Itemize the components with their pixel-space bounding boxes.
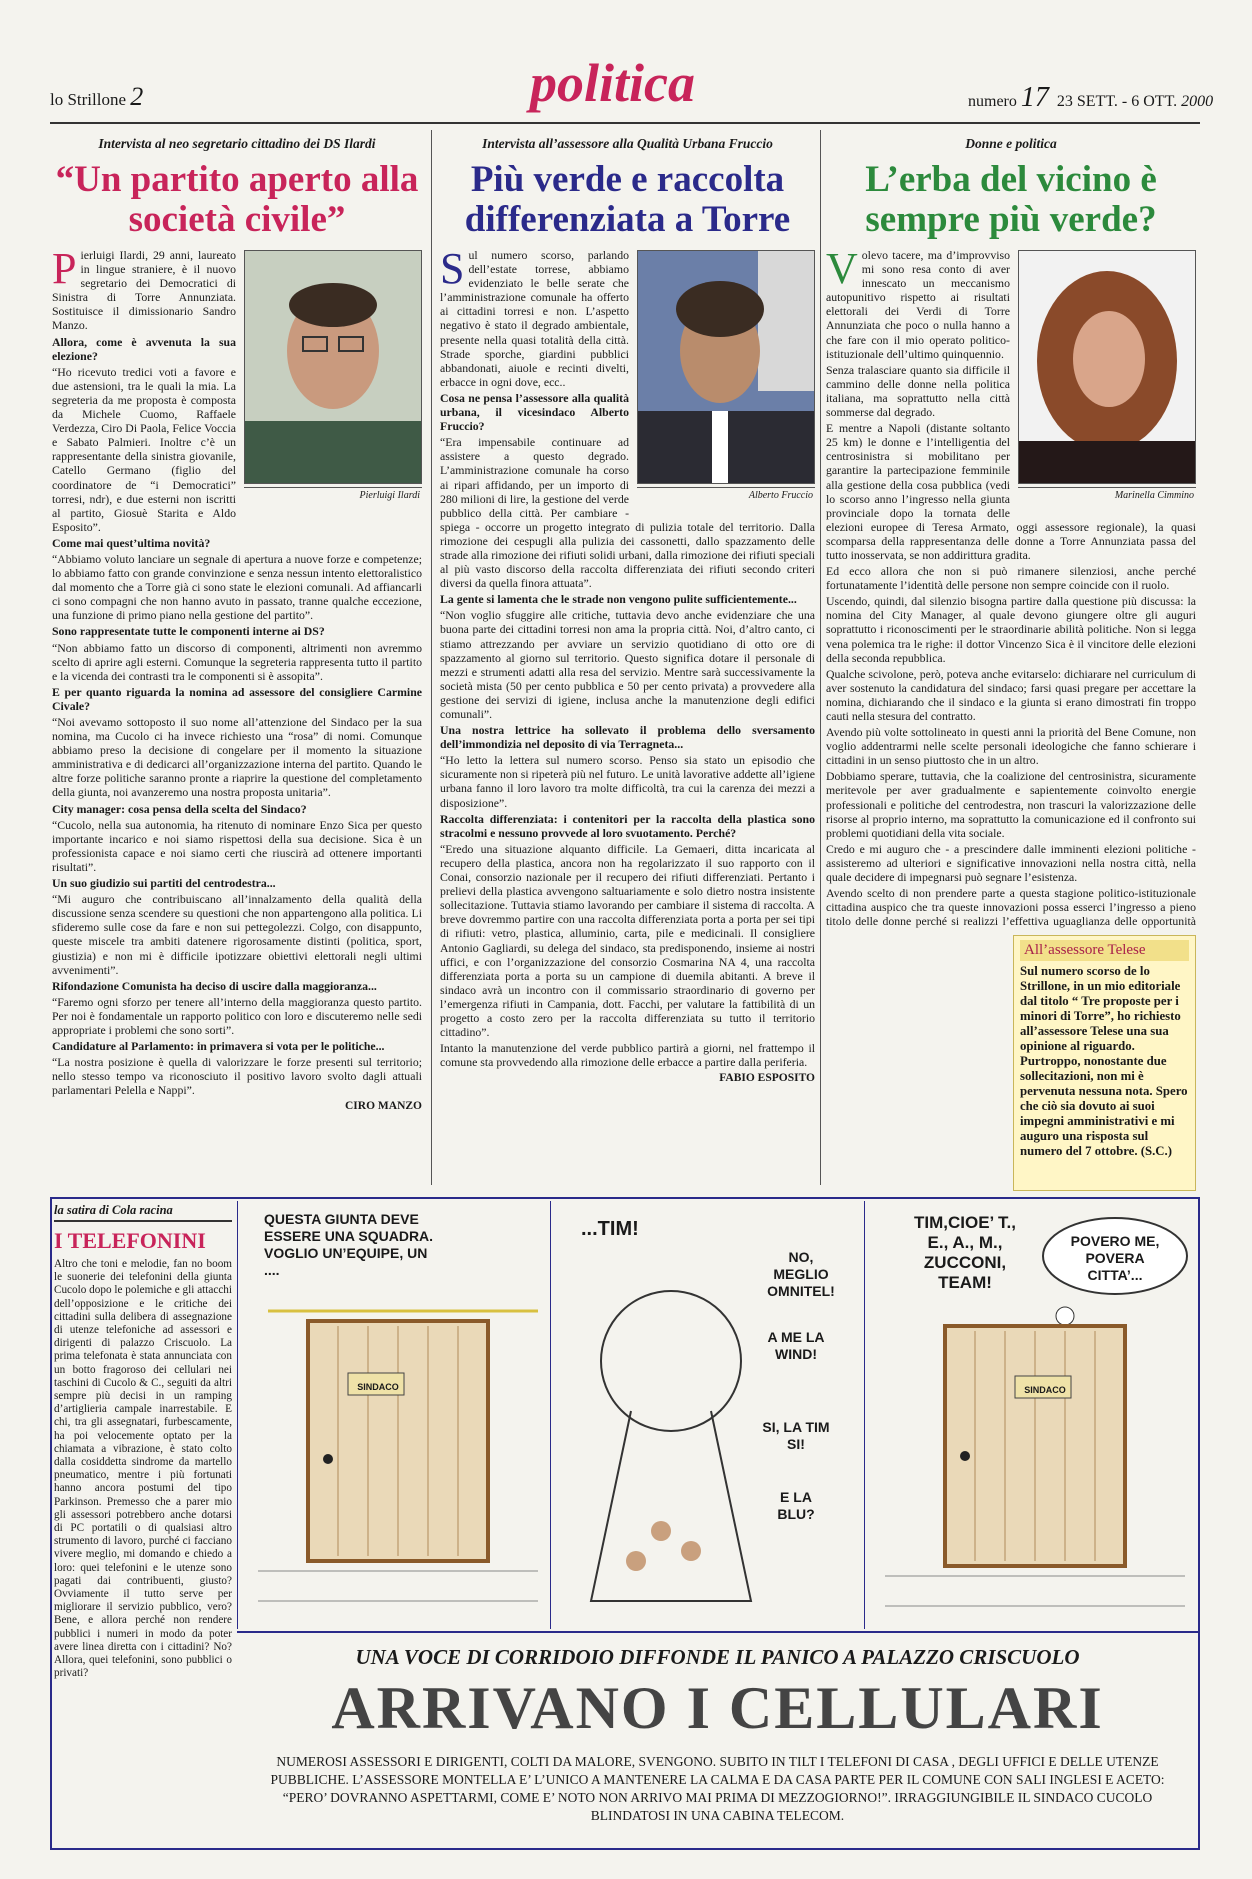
answer: “Mi auguro che contribuiscano all’innalzamento della qualità della discussione senza scendere su questioni che non appartengono alla politica. Li sfideremo sulle cose da fare e non sui pettegolezzi. Colgo, con disappunto, queste miscele tra ambiti datenere rigorosamente distinti (politica, sport, giustizia) e non mi è difficile ipotizzare obiettivi elettorali negli ultimi avvenimenti”. <box>52 892 422 977</box>
speech-bubble: NO, MEGLIO OMNITEL! <box>767 1249 835 1299</box>
question: La gente si lamenta che le strade non vengono pulite sufficientemente... <box>440 592 797 607</box>
article-fruccio <box>440 130 815 1185</box>
satire-section <box>50 1197 1200 1850</box>
paragraph: Intanto la manutenzione del verde pubblico partirà a giorni, nel frattempo il comune sta provvedendo alla rimozione delle erbacce a partire dalla periferia. <box>440 1041 815 1070</box>
article-body <box>52 244 422 1114</box>
question: Rifondazione Comunista ha deciso di uscire dalla maggioranza... <box>52 978 377 993</box>
article-ilardi <box>52 130 422 1185</box>
note-box <box>1013 935 1196 1191</box>
article-body <box>826 244 1196 930</box>
article-headline: Più verde e raccolta differenziata a Torre <box>464 159 791 240</box>
satire-title: I TELEFONINI <box>54 1228 206 1253</box>
comic-panel-3 <box>864 1201 1199 1629</box>
speech-bubble: SI, LA TIM SI! <box>762 1419 830 1452</box>
masthead-paper: lo Strillone 2 <box>50 82 144 111</box>
article-headline: “Un partito aperto alla società civile” <box>55 159 419 240</box>
satire-kicker: la satira di Cola racina <box>54 1201 232 1222</box>
answer: “Cucolo, nella sua autonomia, ha ritenuto di nominare Enzo Sica per questo importante incarico e noi siamo rispettosi della sua decisione. Sica è un professionista capace e noi siamo certi che riuscirà ad ottenere importanti risultati”. <box>52 817 422 874</box>
speech-bubble: TIM,CIOE’ T., E., A., M., ZUCCONI, TEAM! <box>913 1213 1016 1292</box>
column-divider <box>820 130 821 1185</box>
note-box-body: Sul numero scorso de lo Strillone, in un mio editoriale dal titolo “ Tre proposte per i minori di Torre”, ho richiesto all’assessore Telese una sua opinione al riguardo. Purtroppo, nonostante due sollecitazioni, non mi è pervenuta nessuna nota. Spero che ciò sia dovuto ai suoi impegni amministrativi e mi auguro una risposta sul numero del 7 ottobre. (S.C.) <box>1020 964 1188 1158</box>
door-sign: SINDACO <box>357 1382 399 1392</box>
paragraph: ul numero scorso, parlando dell’estate torrese, abbiamo evidenziato le belle serate che l’amministrazione comunale ha offerto ai cittadini torresi e non. L’aspetto negativo è stato il degrado ambientale, presente nella quasi totalità della città. Strade sporche, giardini pubblici abbandonati, aiuole e recinti divelti, erbacce in ogni dove, ecc.. <box>440 248 629 389</box>
portrait-image <box>244 250 422 484</box>
question: Sono rappresentate tutte le componenti interne ai DS? <box>52 624 325 639</box>
answer: “Noi avevamo sottoposto il suo nome all’attenzione del Sindaco per la sua nomina, ma Cucolo ci ha invece richiesto una “rosa” di nomi. Comunque abbiamo preso la decisione di congelare per il momento la situazione amministrativa e di dedicarci all’organizzazione interna del partito. Quando le altre forze politiche saranno pronte a riaprire la questione del completamento della giunta, noi avanzeremo una nostra proposta unitaria”. <box>52 715 422 800</box>
drop-cap: P <box>52 244 77 293</box>
speech-bubble: E LA BLU? <box>777 1489 815 1522</box>
banner-body: NUMEROSI ASSESSORI E DIRIGENTI, COLTI DA MALORE, SVENGONO. SUBITO IN TILT I TELEFONI DI CASA , DEGLI UFFICI E DELLE UTENZE PUBBLICHE. L’ASSESSORE MONTELLA E’ L’UNICO A MANTENERE LA CALMA E DA CASA PARTE PER IL COMUNE CON SALI INGLESI E ACETO: “PERO’ DOVRANNO ASPETTARMI, COME E’ NOTO NON ARRIVO MAI PRIMA DI MEZZOGIORNO!”. IRRAGGIUNGIBILE IL SINDACO CUCOLO BLINDATOSI IN UNA CABINA TELECOM. <box>270 1754 1165 1823</box>
question: Candidature al Parlamento: in primavera si vota per le politiche... <box>52 1039 385 1054</box>
question: Cosa ne pensa l’assessore alla qualità urbana, il vicesindaco Alberto Fruccio? <box>440 390 629 434</box>
photo-cimmino <box>1018 250 1196 504</box>
drop-cap: V <box>826 244 858 293</box>
paragraph: Credo e mi auguro che - a prescindere dalle imminenti elezioni politiche - assisteremo ad ulteriori e significative innovazioni nella nostra città, nella quale decidere di impegnarsi può segnare l’esistenza. <box>826 841 1196 885</box>
article-kicker: Donne e politica <box>965 136 1057 151</box>
answer: “Eredo una situazione alquanto difficile. La Gemaeri, ditta incaricata al recupero della plastica, ancora non ha regolarizzato il suo rapporto con il Conai, consorzio nazionale per il recupero dei rifiuti differenziati. Pertanto i prelievi della plastica avvengono saltuariamente e solo dietro nostra insistente sollecitazione. Tuttavia stiamo lavorando per cambiare il sistema di raccolta. A breve dovremmo partire con una raccolta differenziata porta a porta per sei tipi di rifiuti: vetro, plastica, alluminio, carta, pile e medicinali. Il consigliere Antonio Gagliardi, su delega del sindaco, sta predisponendo, insieme ai nostri uffici, e con l’organizzazione del consorzio Cosmarina NA 4, una raccolta differenziata porta a porta su un campione di duemila abitanti. A breve il sindaco avrà un incontro con il commissario straordinario di governo per l’emergenza rifiuti in Campania, dott. Facchi, per valutare la fattibilità di un progetto a costo zero per la raccolta differenziata su tutto il territorio cittadino”. <box>440 841 815 1040</box>
photo-caption: Pierluigi Ilardi <box>244 487 422 504</box>
section-title: politica <box>530 53 695 113</box>
paragraph: Dobbiamo sperare, tuttavia, che la coalizione del centrosinistra, sicuramente meritevole per aver gradualmente e sapientemente coinvolto energie professionali e politiche del centrodestra, non trascuri la valorizzazione delle risorse al proprio interno, ma soprattutto la comunicazione ed il confronto sui problemi quotidiani della vita sociale. <box>826 769 1196 840</box>
thought-bubble: POVERO ME, POVERA CITTA’... <box>1070 1233 1160 1283</box>
banner-title: ARRIVANO I CELLULARI <box>331 1675 1104 1741</box>
masthead-rule <box>50 122 1200 124</box>
question: Una nostra lettrice ha sollevato il problema dello sversamento dell’immondizia nel deposito di via Terragneta... <box>440 723 815 752</box>
answer: “Faremo ogni sforzo per tenere all’interno della maggioranza questo partito. Per noi è fondamentale un rapporto politico con loro e discuteremo nelle sedi appropriate i problemi che sono sorti”. <box>52 994 422 1037</box>
answer: “Ho letto la lettera sul numero scorso. Penso sia stato un episodio che sicuramente non si ripeterà più nel futuro. Le unità lavorative addette all’igiene urbana fanno il loro lavoro tra molte difficoltà, tra cui la carenza dei mezzi a disposizione”. <box>440 753 815 810</box>
answer: “Non voglio sfuggire alle critiche, tuttavia devo anche evidenziare che una buona parte dei cittadini torresi non ama la propria città. Noi, d’altro canto, ci stiamo attrezzando per avviare un servizio quotidiano di otto ore di spazzamento al giorno sul territorio. Questo significa dotare il personale di mezzi e strumenti adatti alla resa del servizio. Mentre sarà successivamente la società mista (50 per cento pubblica e 50 per cento privata) a provvedere alla gestione dei servizi di igiene, inclusa anche la manutenzione degli edifici comunali”. <box>440 608 815 721</box>
paragraph: olevo tacere, ma d’improvviso mi sono resa conto di aver innescato un meccanismo autopunitivo rispetto ai risultati elettorali dei Verdi di Torre Annunziata che poco o nulla hanno a che fare con il mio operato politico-istituzionale dell’ultimo quinquennio. <box>826 248 1010 361</box>
answer: “Ho ricevuto tredici voti a favore e due astensioni, tra le quali la mia. La segreteria da me proposta è composta da Michele Cuomo, Raffaele Verdezza, Ciro Di Paola, Felice Voccia e Sabato Palmieri. Inoltre c’è un rappresentante della sinistra giovanile, Catello Germano (figlio del coordinatore de “i Democratici” torresi, ndr), e due esterni non iscritti al partito, Giosuè Starita e Aldo Esposito”. <box>52 364 236 534</box>
answer: “La nostra posizione è quella di valorizzare le forze presenti sul territorio; nello stesso tempo va riconosciuto il positivo lavoro svolto dagli attuali parlamentari Pelella e Nappi”. <box>52 1055 422 1098</box>
speech-bubble: A ME LA WIND! <box>767 1329 825 1362</box>
comic-panel-2 <box>550 1201 865 1629</box>
paragraph: ierluigi Ilardi, 29 anni, laureato in lingue straniere, è il nuovo segretario dei Democratici di Sinistra di Torre Annunziata. Sostituisce il dimissionario Sandro Manzo. <box>52 248 236 333</box>
paragraph: Qualche scivolone, però, poteva anche evitarselo: dichiarare nel curriculum di aver sostenuto la candidatura del sindaco; farsi quasi pregare per accettare la nomina, dichiarando che il sindaco e la giunta si erano dimostrati fin troppo cauti nella stesura del contratto. <box>826 666 1196 723</box>
question: Allora, come è avvenuta la sua elezione? <box>52 334 236 363</box>
drop-cap: S <box>440 244 465 293</box>
byline: CIRO MANZO <box>345 1100 422 1113</box>
comic-panel-1 <box>237 1201 551 1629</box>
banner-kicker: UNA VOCE DI CORRIDOIO DIFFONDE IL PANICO A PALAZZO CRISCUOLO <box>355 1645 1080 1669</box>
paragraph: Avendo più volte sottolineato in questi anni la priorità del Bene Comune, non voglio addentrarmi nelle scelte personali ideologiche che fanno schierare i cittadini in un senso piuttosto che in un altro. <box>826 725 1196 768</box>
satire-column <box>54 1201 232 1846</box>
headline-banner <box>237 1631 1198 1848</box>
answer: “Abbiamo voluto lanciare un segnale di apertura a nuove forze e competenze; lo abbiamo fatto con grande convinzione e senza nessun intento elettoralistico dal momento che a Torre già ci sono state le elezioni comunali. Ad affiancarli ci sono compagni che non hanno avuto in passato, tranne qualche eccezione, una funzione di primo piano nella gestione del partito”. <box>52 551 422 623</box>
portrait-image <box>637 250 815 484</box>
paragraph: Avendo scelto di non prendere parte a questa stagione politico-istituzionale cittadina auspico che tra queste innovazioni possa esserci l’ingresso a pieno titolo delle donne perché si realizzi l’effettiva uguaglianza delle opportunità <box>826 886 1196 929</box>
satire-body: Altro che toni e melodie, fan no boom le suonerie dei telefonini della giunta Cucolo dopo le polemiche e gli attacchi dell’opposizione e le critiche dei cittadini sulla delibera di assegnazione di utenze telefoniche ad assessori e dirigenti di palazzo Criscuolo. La prima telefonata è stata annunciata con un botto fragoroso dei cellulari nei taschini di Cucolo & C., seguiti da altri sempre più decisi in un ramping d’artiglieria campale inarrestabile. E chi, tra gli assegnatari, furbescamente, ha poi velocemente optato per la chiamata a vibrazione, è stato colto dalla cosiddetta sindrome da martello pneumatico, mentre i più fortunati hanno ancora postumi del tipo Parkinson. Premesso che a parer mio gli assessori potrebbero anche dotarsi di PC portatili o di qualsiasi altro strumento di lavoro, purché ci facciano vivere meglio, mi domando e chiedo a loro: quei telefonini e le utenze sono pagati dai contribuenti, giusto? Ovviamente il tutto serve per migliorare il servizio pubblico, vero? Bene, e allora perché non rendere pubblici i numeri in modo da poter avere linea diretta con i cittadini? No? Allora, quei telefonini, sono pubblici o privati? <box>54 1258 232 1680</box>
photo-caption: Alberto Fruccio <box>637 487 815 504</box>
question: City manager: cosa pensa della scelta del Sindaco? <box>52 801 307 816</box>
photo-fruccio <box>637 250 815 504</box>
speech-bubble: ...TIM! <box>581 1218 639 1240</box>
portrait-image <box>1018 250 1196 484</box>
door-sign: SINDACO <box>1024 1385 1066 1395</box>
question: Un suo giudizio sui partiti del centrodestra... <box>52 876 276 891</box>
article-kicker: Intervista all’assessore alla Qualità Urbana Fruccio <box>482 136 773 151</box>
question: Come mai quest’ultima novità? <box>52 535 211 550</box>
paragraph: Uscendo, quindi, dal silenzio bisogna partire dalla questione più discussa: la nomina del City Manager, al quale devono giungere oltre gli auguri soprattutto i riconoscimenti per le straordinarie abilità politiche. Non si legga vena polemica tra le righe: il dottor Vincenzo Sica è il vincitore delle elezioni della seconda repubblica. <box>826 594 1196 665</box>
question: Raccolta differenziata: i contenitori per la raccolta della plastica sono stracolmi e nessuno provvede al loro svuotamento. Perché? <box>440 811 815 840</box>
paragraph: Ed ecco allora che non si può rimanere silenziosi, anche perché fortunatamente l’identità delle persone non sempre coincide con il ruolo. <box>826 564 1196 593</box>
article-body <box>440 244 815 1085</box>
photo-caption: Marinella Cimmino <box>1018 487 1196 504</box>
byline: FABIO ESPOSITO <box>719 1072 815 1085</box>
paragraph: Senza tralasciare quanto sia difficile il cammino delle donne nella politica italiana, ma soprattutto nella città sommerse dal degrado. <box>826 362 1010 420</box>
photo-ilardi <box>244 250 422 504</box>
column-divider <box>431 130 432 1185</box>
answer: “Era impensabile continuare ad assistere a questo degrado. L’amministrazione comunale ha corso ai ripari affidando, per un importo di 280 milioni di lire, la gestione del verde pubblico della città. Per cambiare - spiega - occorre un progetto integrato di pulizia totale del territorio. Dalla rimozione dei cespugli alla pulizia dei cassonetti, dallo spazzamento delle strade alla rimozione dei rifiuti solidi urbani, dalla rimozione dei rifiuti speciali al più vasto discorso della raccolta differenziata dei rifiuti secondo criteri diversi da quella finora attuata”. <box>440 435 815 591</box>
question: E per quanto riguarda la nomina ad assessore del consigliere Carmine Civale? <box>52 684 422 713</box>
article-cimmino <box>826 130 1196 930</box>
article-kicker: Intervista al neo segretario cittadino dei DS Ilardi <box>98 136 376 151</box>
note-box-title: All’assessore Telese <box>1020 940 1189 961</box>
speech-bubble: QUESTA GIUNTA DEVE ESSERE UNA SQUADRA. VOGLIO UN’EQUIPE, UN .... <box>264 1211 434 1278</box>
article-headline: L’erba del vicino è sempre più verde? <box>865 159 1157 240</box>
paragraph: E mentre a Napoli (distante soltanto 25 km) le donne e l’intelligentia del centrosinistra si mobilitano per garantire la partecipazione femminile alla gestione della cosa pubblica (vedi lo scorso anno l’ingresso nella giunta provinciale dopo la tornata delle elezioni europee di Teresa Armato, oggi assessore regionale), la quasi scomparsa della rappresentanza delle donne a Torre Annunziata passa del tutto inosservata, se non addirittura gradita. <box>826 421 1196 562</box>
answer: “Non abbiamo fatto un discorso di componenti, altrimenti non avremmo scelto di aprire agli esterni. Comunque la segreteria rappresenta tutto il partito e la vicenda dei contrasti tra le componenti si è assopita”. <box>52 640 422 683</box>
masthead-issue: numero 17 23 SETT. - 6 OTT. 2000 <box>968 82 1214 113</box>
